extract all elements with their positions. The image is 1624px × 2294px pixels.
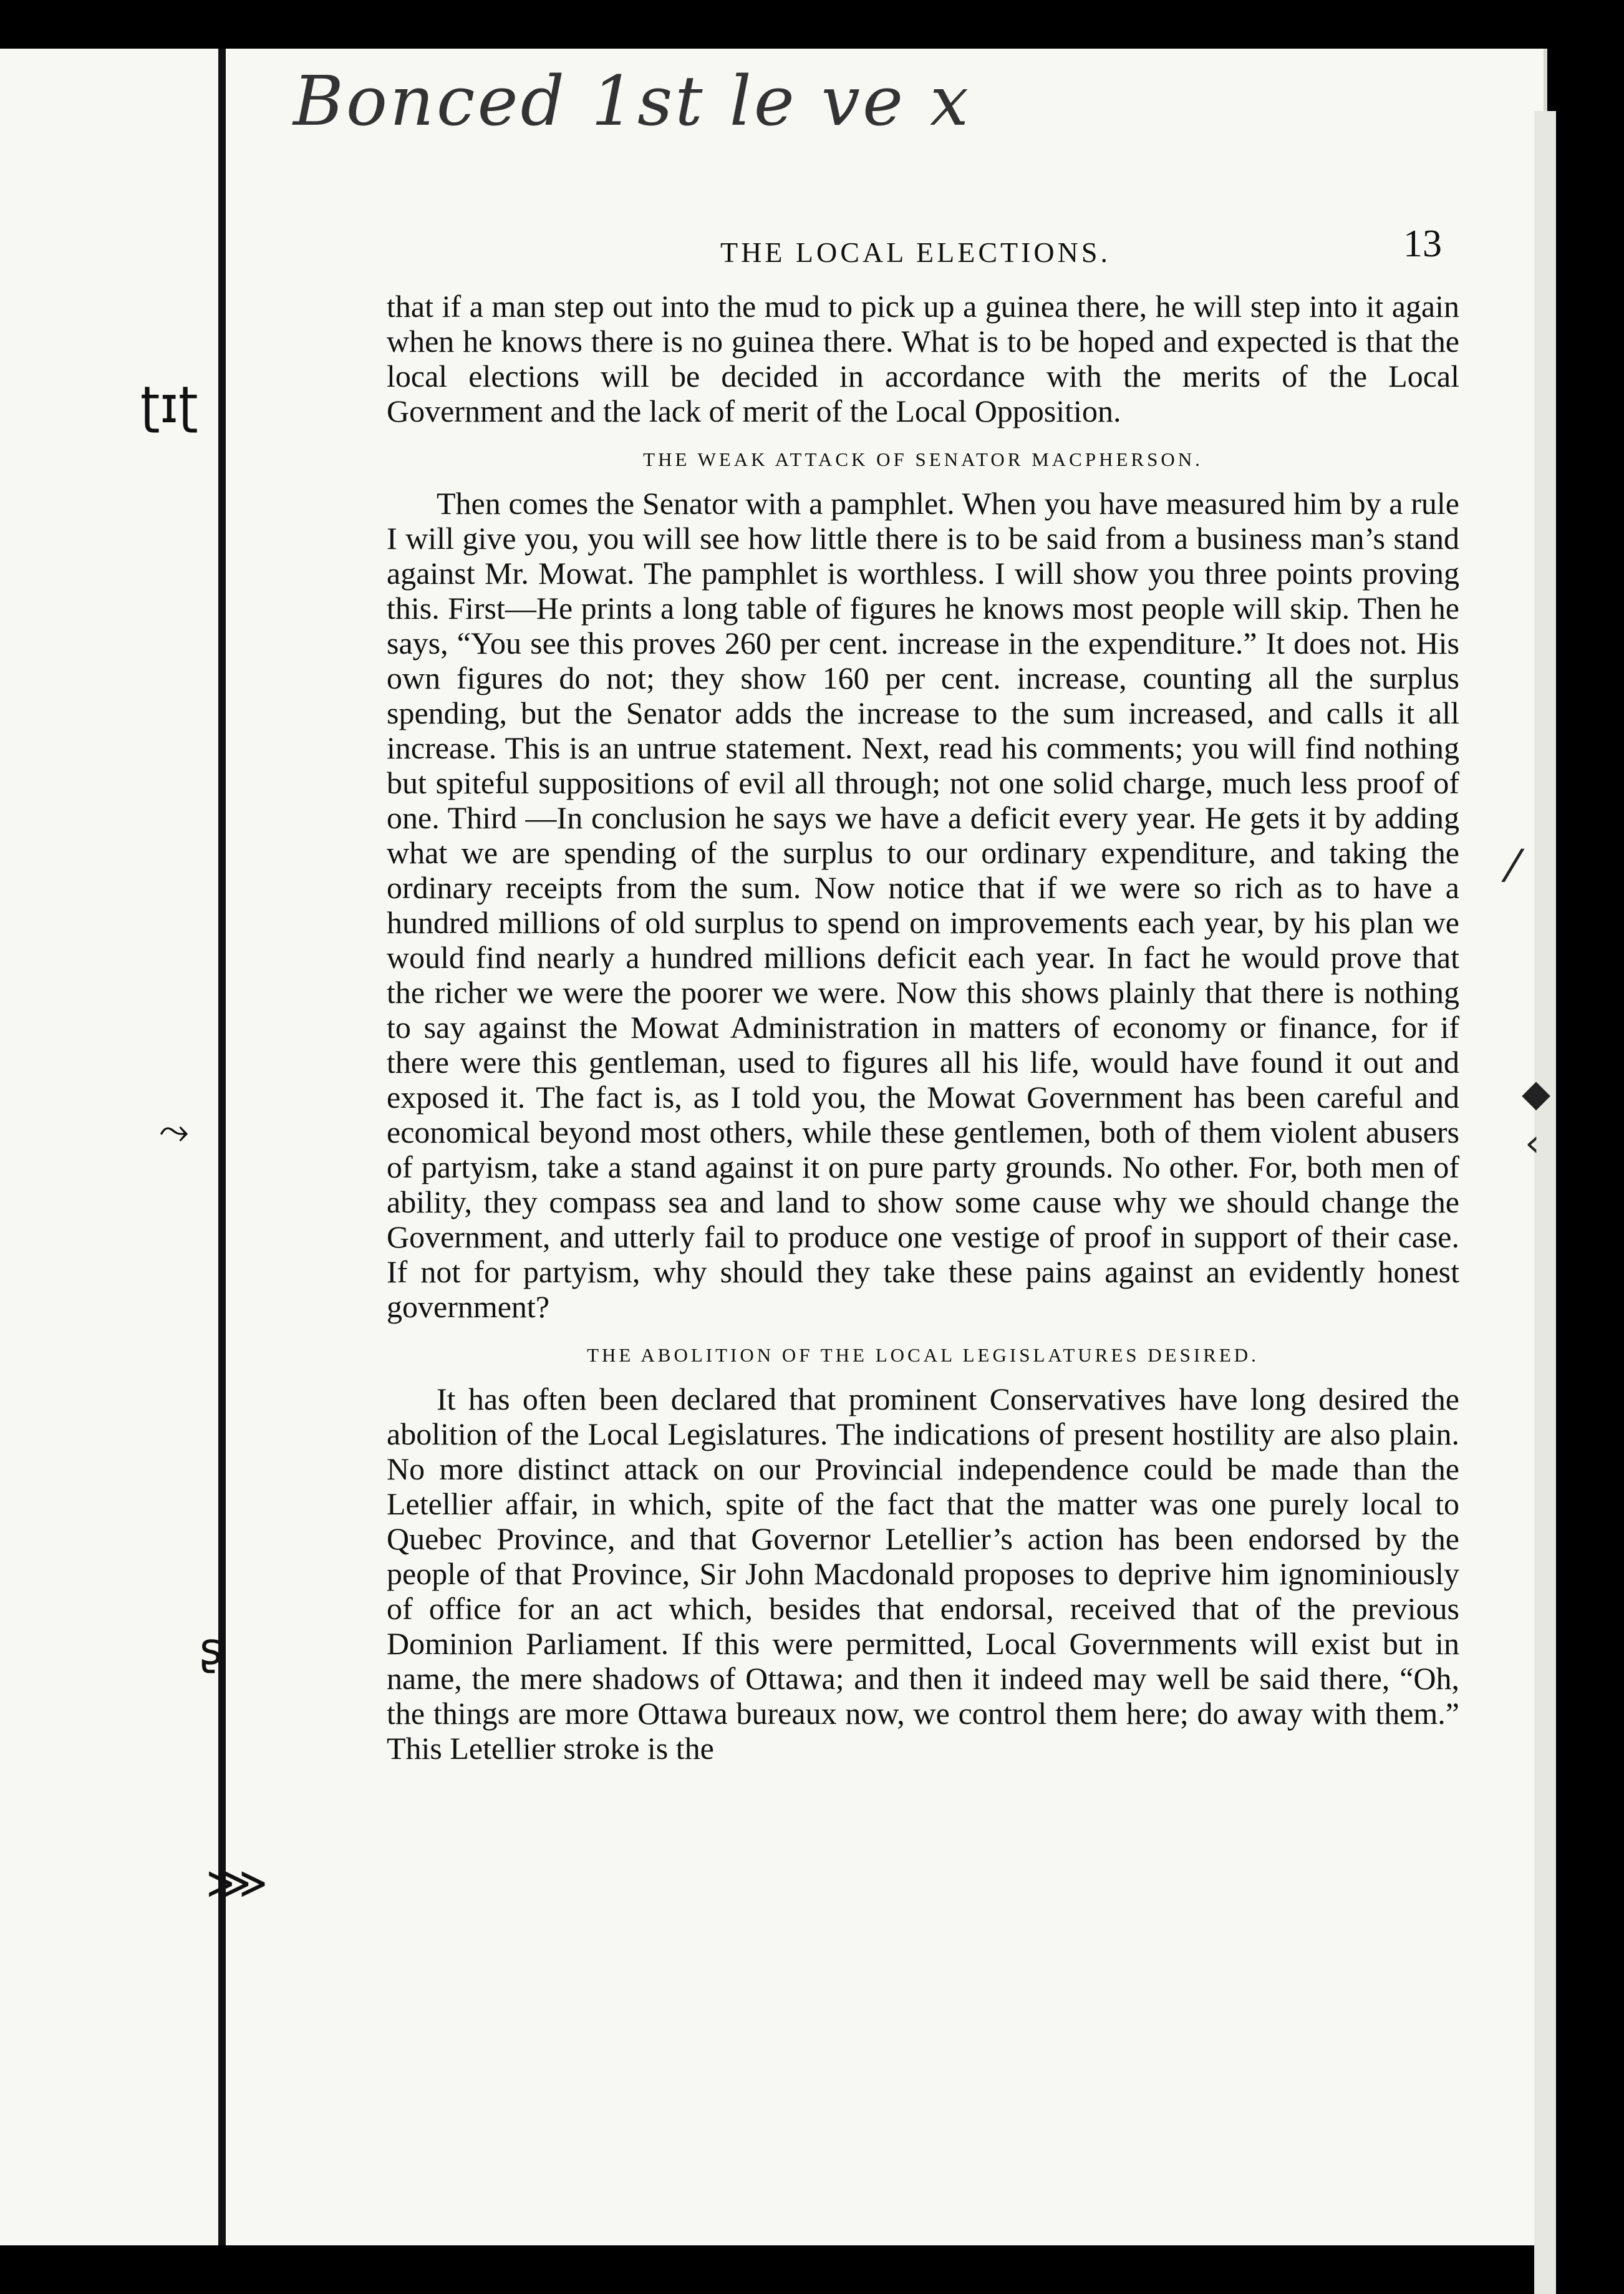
handwritten-margin-note: Bonced 1st le ve x <box>293 61 972 141</box>
section-heading: THE WEAK ATTACK OF SENATOR MACPHERSON. <box>643 448 1203 470</box>
section-heading: THE ABOLITION OF THE LOCAL LEGISLATURES DESIRED. <box>587 1344 1259 1366</box>
page-body <box>387 289 1459 1766</box>
book-page <box>0 49 1551 2245</box>
binding-stitch: ⤳ <box>159 1109 189 1153</box>
page-edge-shadow <box>1534 111 1556 2294</box>
margin-tick-mark: ‹ <box>1525 1121 1540 1165</box>
running-header: THE LOCAL ELECTIONS. <box>720 236 1111 268</box>
margin-tick-mark: ◆ <box>1522 1072 1551 1115</box>
binding-stitch: ʂ <box>200 1624 223 1675</box>
page-number: 13 <box>1403 223 1442 265</box>
binding-spine <box>218 49 226 2245</box>
margin-tick-mark: ⁄ <box>1509 841 1517 892</box>
intro-paragraph: that if a man step out into the mud to pick up a guinea there, he will step into it again when he knows there is no guinea there. What is to be hoped and expected is that the local elections will be decided in accordance with the merits of the Local Government and the lack of merit of the Local Opposition. <box>387 289 1459 428</box>
section-paragraph: Then comes the Senator with a pamphlet. When you have measured him by a rule I will give you, you will see how little there is to be said from a business man’s stand against Mr. Mowat. The pamphlet is worthless. I will show you three points proving this. First—He prints a long table of figures he knows most people will skip. Then he says, “You see this proves 260 per cent. increase in the expenditure.” It does not. His own figures do not; they show 160 per cent. increase, counting all the surplus spending, but the Senator adds the increase to the sum increased, and calls it all increase. This is an untrue statement. Next, read his comments; you will find nothing but spiteful suppositions of evil all through; not one solid charge, much less proof of one. Third —In conclusion he says we have a deficit every year. He gets it by adding what we are spending of the surplus to our ordinary expenditure, and taking the ordinary receipts from the sum. Now notice that if we were so rich as to have a hundred millions of old surplus to spend on improvements each year, by his plan we would find nearly a hundred millions deficit each year. In fact he would prove that the richer we were the poorer we were. Now this shows plainly that there is nothing to say against the Mowat Administration in matters of economy or finance, for if there were this gentleman, used to figures all his life, would have found it out and exposed it. The fact is, as I told you, the Mowat Government has been careful and economical beyond most others, while these gentlemen, both of them violent abusers of partyism, take a stand against it on pure party grounds. No other. For, both men of ability, they compass sea and land to show some cause why we should change the Government, and utterly fail to produce one vestige of proof in support of their case. If not for partyism, why should they take these pains against an evidently honest government? <box>387 486 1459 1324</box>
binding-stitch: ʈɪʈ <box>140 376 198 434</box>
section-paragraph: It has often been declared that prominent Conservatives have long desired the abolition of the Local Legislatures. The indications of present hostility are also plain. No more distinct attack on our Provincial independence could be made than the Letellier affair, in which, spite of the fact that the matter was one purely local to Quebec Province, and that Governor Letellier’s action has been endorsed by the people of that Province, Sir John Macdonald proposes to deprive him ignominiously of office for an act which, besides that endorsal, received that of the previous Dominion Parliament. If this were permitted, Local Governments will exist but in name, the mere shadows of Ottawa; and then it indeed may well be said there, “Oh, the things are more Ottawa bureaux now, we control them here; do away with them.” This Letellier stroke is the <box>387 1382 1459 1766</box>
binding-stitch: ⋙ <box>206 1857 268 1909</box>
